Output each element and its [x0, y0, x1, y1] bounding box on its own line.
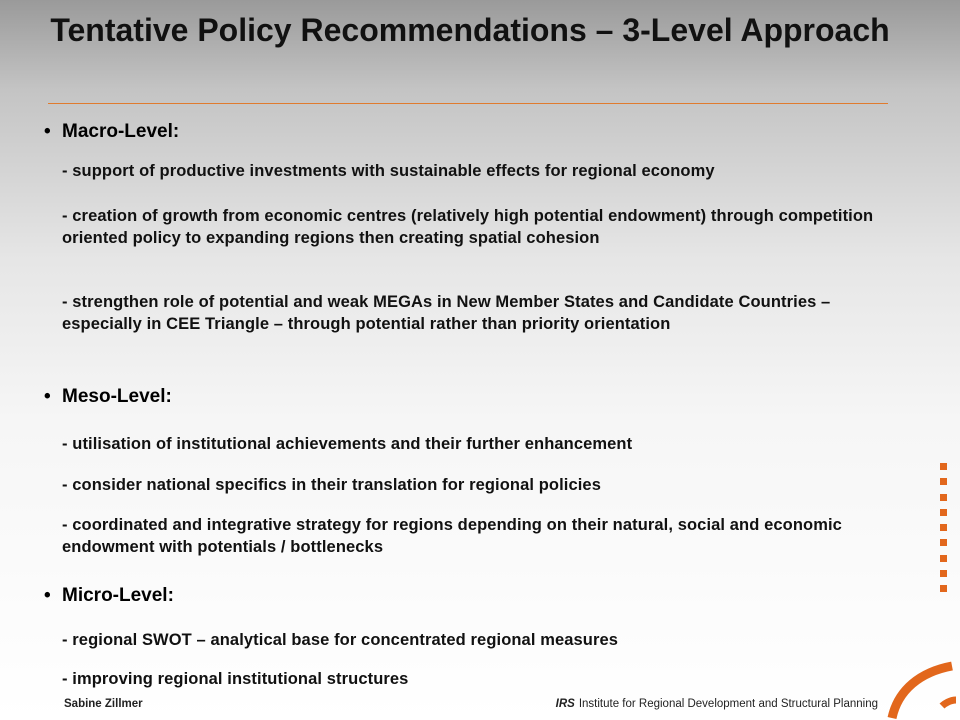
- decorative-dots: [940, 463, 948, 601]
- slide-title: Tentative Policy Recommendations – 3-Level Approach: [50, 12, 890, 48]
- org-name: Institute for Regional Development and Structural Planning: [578, 698, 878, 710]
- footer-organization: [556, 698, 878, 710]
- footer-author: Sabine Zillmer: [64, 698, 143, 710]
- list-item: - utilisation of institutional achievements and their further enhancement: [62, 435, 633, 453]
- list-item: - strengthen role of potential and weak MEGAs in New Member States and Candidate Countries – especially in CEE Triangle – through potential rather than priority orientation: [62, 293, 831, 333]
- list-item: - support of productive investments with sustainable effects for regional economy: [62, 162, 715, 180]
- section-heading-text: Micro-Level:: [62, 585, 174, 606]
- list-item: - regional SWOT – analytical base for concentrated regional measures: [62, 631, 619, 649]
- bullet-icon: •: [44, 585, 51, 606]
- bullet-icon: •: [44, 386, 51, 407]
- list-item: - coordinated and integrative strategy for regions depending on their natural, social and economic endowment with potentials / bottlenecks: [62, 516, 842, 556]
- list-item: - consider national specifics in their translation for regional policies: [62, 476, 601, 494]
- section-heading-micro: [44, 584, 174, 608]
- section-heading-macro: [44, 120, 179, 144]
- org-abbreviation: IRS: [555, 698, 575, 710]
- section-heading-meso: [44, 385, 172, 409]
- bullet-icon: •: [44, 121, 51, 142]
- section-heading-text: Meso-Level:: [62, 386, 172, 407]
- logo-swoosh-icon: [880, 640, 960, 720]
- list-item: - creation of growth from economic centres (relatively high potential endowment) through competition oriented policy to expanding regions then creating spatial cohesion: [62, 207, 874, 247]
- section-heading-text: Macro-Level:: [62, 121, 180, 142]
- list-item: - improving regional institutional structures: [62, 670, 409, 688]
- title-divider: [48, 103, 888, 104]
